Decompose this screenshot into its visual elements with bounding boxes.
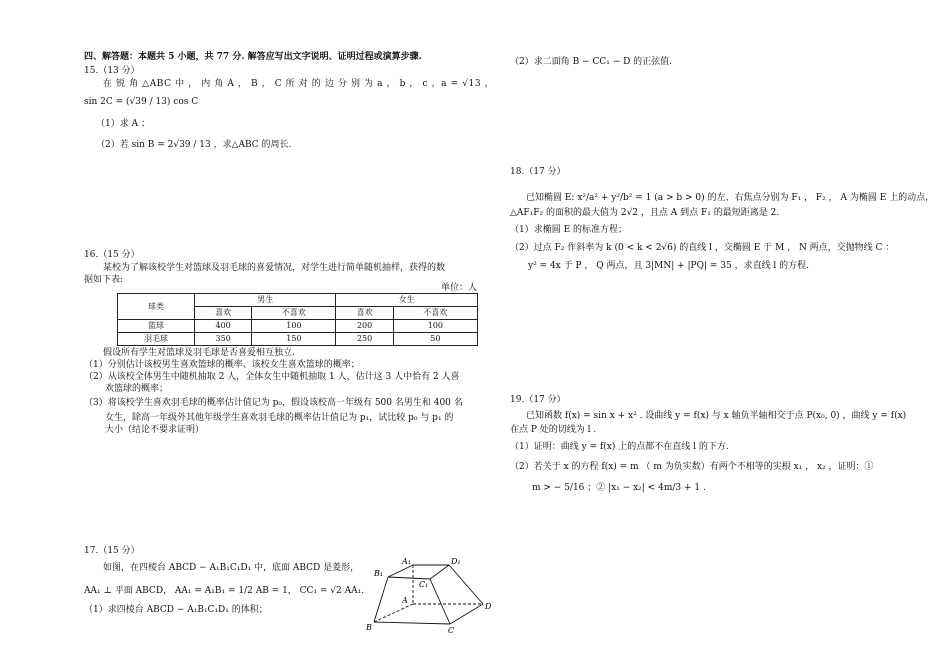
table-subheader-cell: 喜欢 bbox=[195, 307, 252, 320]
q18-stem-line1: 已知椭圆 E: x²/a² + y²/b² = 1 (a > b > 0) 的左、右焦点分别为 F₁ ， F₂ ， A 为椭圆 E 上的动点， bbox=[526, 193, 935, 203]
q18-stem-line2: △AF₁F₂ 的面积的最大值为 2√2 ，且点 A 到点 F₁ 的最短距离是 2. bbox=[510, 208, 780, 218]
q16-part1: （1）分别估计该校男生喜欢篮球的概率、该校女生喜欢篮球的概率； bbox=[84, 360, 360, 370]
section-title: 四、解答题：本题共 5 小题，共 77 分. 解答应写出文字说明、证明过程或演算步骤. bbox=[84, 52, 422, 62]
table-row-label: 羽毛球 bbox=[118, 333, 195, 346]
q16-part2-line1: （2）从该校全体男生中随机抽取 2 人，全体女生中随机抽取 1 人，估计这 3 人中恰有 2 人喜 bbox=[84, 372, 460, 382]
label-C: C bbox=[448, 626, 455, 635]
table-subheader-cell: 不喜欢 bbox=[393, 307, 477, 320]
table-cell: 150 bbox=[252, 333, 336, 346]
label-B1: B₁ bbox=[374, 569, 384, 578]
q15-part1: （1）求 A ； bbox=[96, 119, 150, 129]
q15-equation: sin 2C = (√39 / 13) cos C bbox=[84, 97, 199, 107]
q15-number: 15.（13 分） bbox=[84, 66, 140, 76]
label-B: B bbox=[366, 623, 372, 632]
q19-part2-line2: m > − 5/16 ；② |x₁ − x₂| < 4m/3 + 1 . bbox=[532, 483, 706, 493]
q16-part2-line2: 欢篮球的概率； bbox=[105, 384, 169, 394]
table-subheader-cell: 不喜欢 bbox=[252, 307, 336, 320]
q15-part2: （2）若 sin B = 2√39 / 13 ，求△ABC 的周长. bbox=[96, 140, 292, 150]
q19-stem-line1: 已知函数 f(x) = sin x + x² . 设曲线 y = f(x) 与 x 轴负半轴相交于点 P(x₀, 0) ，曲线 y = f(x) bbox=[526, 411, 907, 421]
table-group-boy: 男生 bbox=[195, 294, 336, 307]
q17-number: 17.（15 分） bbox=[84, 546, 140, 556]
table-header-row bbox=[118, 294, 478, 307]
q16-part3-line1: （3）将该校学生喜欢羽毛球的概率估计值记为 p₀，假设该校高一年级有 500 名男生和 400 名 bbox=[84, 398, 463, 408]
q18-part2-line1: （2）过点 F₂ 作斜率为 k (0 < k < 2√6) 的直线 l ，交椭圆 E 于 M ， N 两点，交抛物线 C ： bbox=[510, 243, 895, 253]
table-row bbox=[118, 333, 478, 346]
table-cell: 350 bbox=[195, 333, 252, 346]
q17-part2: （2）求二面角 B − CC₁ − D 的正弦值. bbox=[510, 57, 673, 67]
q17-stem: 如图，在四棱台 ABCD − A₁B₁C₁D₁ 中，底面 ABCD 是菱形， bbox=[103, 563, 360, 573]
table-cell: 200 bbox=[336, 320, 393, 333]
q18-number: 18.（17 分） bbox=[510, 167, 566, 177]
q16-part3-line2: 女生，除高一年级外其他年级学生喜欢羽毛球的概率估计值记为 p₁，试比较 p₀ 与 p₁ 的 bbox=[105, 413, 454, 423]
q16-data-table bbox=[117, 293, 478, 346]
q16-number: 16.（15 分） bbox=[84, 250, 140, 260]
table-cell: 50 bbox=[393, 333, 477, 346]
label-C1: C₁ bbox=[419, 580, 429, 589]
table-group-girl: 女生 bbox=[336, 294, 478, 307]
table-cell: 100 bbox=[393, 320, 477, 333]
table-subheader-cell: 喜欢 bbox=[336, 307, 393, 320]
label-D1: D₁ bbox=[451, 557, 461, 566]
label-D: D bbox=[485, 602, 492, 611]
q16-assumption: 假设所有学生对篮球及羽毛球是否喜爱相互独立. bbox=[103, 348, 295, 358]
table-cell: 250 bbox=[336, 333, 393, 346]
q18-part1: （1）求椭圆 E 的标准方程； bbox=[510, 225, 628, 235]
label-A1: A₁ bbox=[402, 557, 411, 566]
q16-stem-line2: 据如下表: bbox=[84, 275, 124, 285]
table-cell: 100 bbox=[252, 320, 336, 333]
q17-part1: （1）求四棱台 ABCD − A₁B₁C₁D₁ 的体积； bbox=[84, 605, 268, 615]
q16-stem-line1: 某校为了解该校学生对篮球及羽毛球的喜爱情况，对学生进行简单随机抽样，获得的数 bbox=[103, 263, 446, 273]
q19-stem-line2: 在点 P 处的切线为 l . bbox=[510, 425, 597, 435]
table-row bbox=[118, 320, 478, 333]
q16-part3-line3: 大小（结论不要求证明） bbox=[105, 425, 205, 435]
q17-conditions: AA₁ ⊥ 平面 ABCD， AA₁ = A₁B₁ = 1/2 AB = 1， CC₁ = √2 AA₁. bbox=[84, 586, 365, 596]
q15-stem: 在 锐 角 △ABC 中 ， 内 角 A ， B ， C 所 对 的 边 分 别 为 a ， b ， c ，a = √13 ， bbox=[103, 79, 495, 89]
label-A: A bbox=[402, 596, 408, 605]
q18-part2-line2: y² = 4x 于 P ， Q 两点，且 3|MN| + |PQ| = 35 ，求直线 l 的方程. bbox=[528, 261, 810, 271]
table-cell: 400 bbox=[195, 320, 252, 333]
frustum-figure bbox=[365, 555, 500, 635]
q19-number: 19.（17 分） bbox=[510, 395, 566, 405]
table-corner-cell: 球类 bbox=[118, 294, 195, 320]
table-row-label: 篮球 bbox=[118, 320, 195, 333]
q19-part1: （1）证明：曲线 y = f(x) 上的点都不在直线 l 的下方. bbox=[510, 442, 729, 452]
q19-part2-line1: （2）若关于 x 的方程 f(x) = m （ m 为负实数）有两个不相等的实根 x₁ ， x₂ ，证明：① bbox=[510, 462, 874, 472]
q16-unit: 单位：人 bbox=[441, 283, 478, 293]
